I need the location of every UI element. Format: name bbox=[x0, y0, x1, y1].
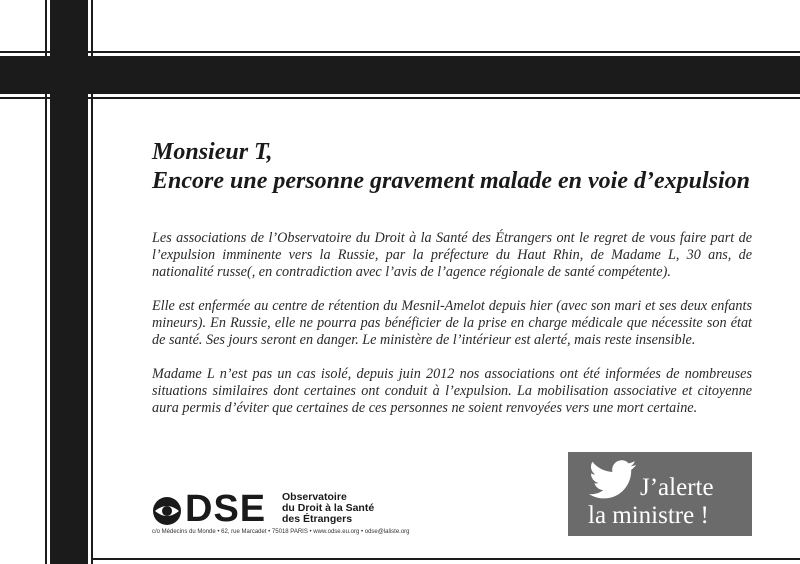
odse-logo bbox=[152, 488, 472, 541]
body-text bbox=[152, 230, 752, 434]
border-band-horizontal bbox=[0, 56, 800, 94]
eye-icon bbox=[152, 496, 182, 526]
org-name-line-2: du Droit à la Santé bbox=[282, 502, 375, 514]
heading-line-1: Monsieur T, bbox=[152, 139, 273, 165]
logo-address: c/o Médecins du Monde • 62, rue Marcadet • 75018 PARIS • www.odse.eu.org • odse@laliste.org bbox=[152, 529, 410, 535]
border-thin-top bbox=[0, 51, 800, 53]
alert-label-line-1: J’alerte bbox=[640, 474, 714, 501]
logo-acronym: DSE bbox=[185, 488, 267, 530]
alert-minister-button[interactable] bbox=[568, 452, 752, 536]
alert-label-line-2: la ministre ! bbox=[588, 502, 709, 529]
paragraph-1: Les associations de l’Observatoire du Droit à la Santé des Étrangers ont le regret de vous faire part de l’expulsion imminente vers la Russie, par la préfecture du Haut Rhin, de Madame L, 30 ans, de nationalité russe(, en contradiction avec l’avis de l’agence régionale de santé compétente). bbox=[152, 230, 752, 280]
heading-line-2: Encore une personne gravement malade en voie d’expulsion bbox=[152, 168, 750, 194]
border-thin-bottom bbox=[0, 97, 800, 99]
logo-org-name bbox=[282, 492, 374, 525]
twitter-bird-icon bbox=[588, 460, 638, 500]
heading bbox=[152, 138, 752, 196]
org-name-line-1: Observatoire bbox=[282, 491, 347, 503]
paragraph-3: Madame L n’est pas un cas isolé, depuis juin 2012 nos associations ont été informées de nombreuses situations similaires dont certaines ont conduit à l’expulsion. La mobilisation associative et citoyenne aura permis d’éviter que certaines de ces personnes ne soient renvoyées vers une mort certaine. bbox=[152, 366, 752, 416]
paragraph-2: Elle est enfermée au centre de rétention du Mesnil-Amelot depuis hier (avec son mari et ses deux enfants mineurs). En Russie, elle ne pourra pas bénéficier de la prise en charge médicale que nécessite son état de santé. Ses jours seront en danger. Le ministère de l’intérieur est alerté, mais reste insensible. bbox=[152, 298, 752, 348]
org-name-line-3: des Étrangers bbox=[282, 513, 353, 525]
border-bottom-line bbox=[93, 558, 800, 560]
